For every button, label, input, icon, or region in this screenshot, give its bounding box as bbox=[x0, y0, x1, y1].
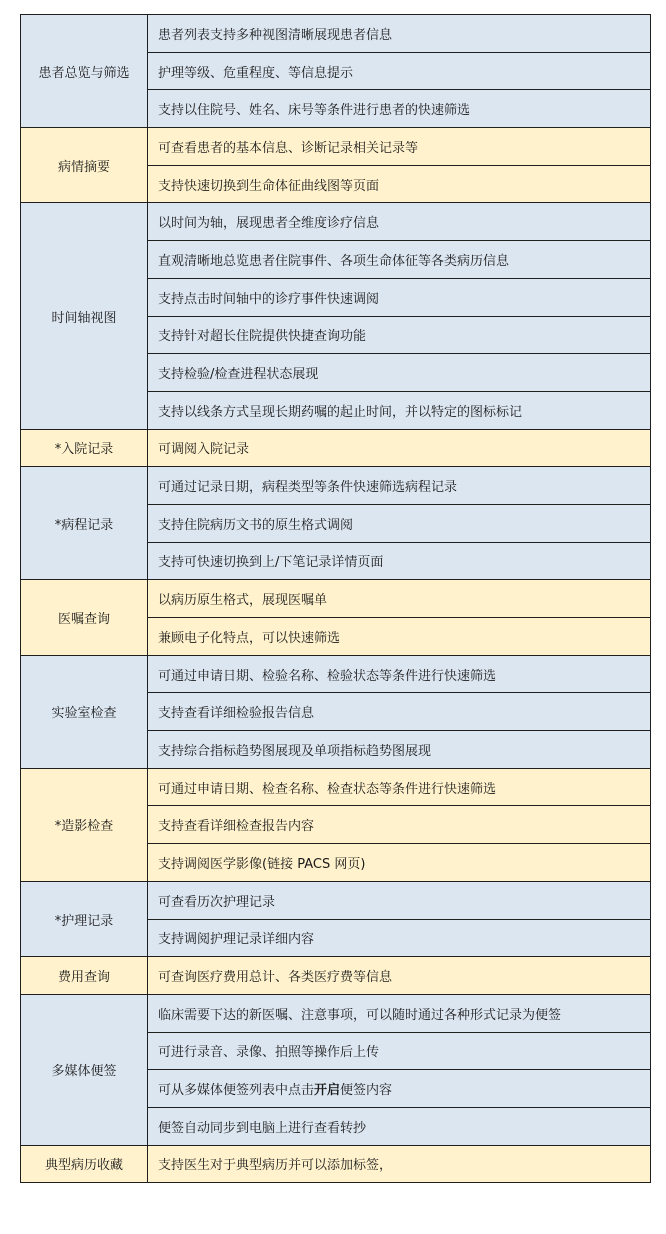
feature-cell: 可通过申请日期、检查名称、检查状态等条件进行快速筛选 bbox=[148, 768, 651, 806]
table-row bbox=[21, 429, 651, 467]
feature-cell: 支持以住院号、姓名、床号等条件进行患者的快速筛选 bbox=[148, 90, 651, 128]
feature-cell: 便签自动同步到电脑上进行查看转抄 bbox=[148, 1107, 651, 1145]
emphasis-text: 开启 bbox=[314, 1083, 341, 1099]
feature-cell: 可进行录音、录像、拍照等操作后上传 bbox=[148, 1032, 651, 1070]
feature-cell: 支持查看详细检验报告信息 bbox=[148, 693, 651, 731]
feature-cell: 支持以线条方式呈现长期药嘱的起止时间，并以特定的图标标记 bbox=[148, 391, 651, 429]
feature-cell: 支持可快速切换到上/下笔记录详情页面 bbox=[148, 542, 651, 580]
feature-cell: 支持综合指标趋势图展现及单项指标趋势图展现 bbox=[148, 731, 651, 769]
table-row bbox=[21, 1145, 651, 1183]
feature-cell: 支持调阅医学影像(链接 PACS 网页) bbox=[148, 844, 651, 882]
category-cell: 时间轴视图 bbox=[21, 203, 148, 429]
feature-cell: 可查询医疗费用总计、各类医疗费等信息 bbox=[148, 957, 651, 995]
feature-cell: 支持住院病历文书的原生格式调阅 bbox=[148, 504, 651, 542]
table-row bbox=[21, 655, 651, 693]
feature-table-body bbox=[21, 15, 651, 1183]
table-row bbox=[21, 957, 651, 995]
feature-cell: 可从多媒体便签列表中点击开启便签内容 bbox=[148, 1070, 651, 1108]
table-row bbox=[21, 15, 651, 53]
category-cell: 典型病历收藏 bbox=[21, 1145, 148, 1183]
category-cell: 费用查询 bbox=[21, 957, 148, 995]
feature-cell: 兼顾电子化特点，可以快速筛选 bbox=[148, 618, 651, 656]
table-row bbox=[21, 994, 651, 1032]
feature-cell: 可查看患者的基本信息、诊断记录相关记录等 bbox=[148, 128, 651, 166]
feature-cell: 可调阅入院记录 bbox=[148, 429, 651, 467]
category-cell: 病情摘要 bbox=[21, 128, 148, 203]
category-cell: *病程记录 bbox=[21, 467, 148, 580]
feature-cell: 直观清晰地总览患者住院事件、各项生命体征等各类病历信息 bbox=[148, 241, 651, 279]
feature-cell: 支持查看详细检查报告内容 bbox=[148, 806, 651, 844]
table-row bbox=[21, 768, 651, 806]
table-row bbox=[21, 128, 651, 166]
category-cell: 实验室检查 bbox=[21, 655, 148, 768]
feature-table bbox=[20, 14, 651, 1183]
feature-cell: 临床需要下达的新医嘱、注意事项，可以随时通过各种形式记录为便签 bbox=[148, 994, 651, 1032]
category-cell: 医嘱查询 bbox=[21, 580, 148, 655]
feature-cell: 支持点击时间轴中的诊疗事件快速调阅 bbox=[148, 278, 651, 316]
table-row bbox=[21, 467, 651, 505]
category-cell: *入院记录 bbox=[21, 429, 148, 467]
feature-cell: 可通过记录日期，病程类型等条件快速筛选病程记录 bbox=[148, 467, 651, 505]
feature-cell: 护理等级、危重程度、等信息提示 bbox=[148, 52, 651, 90]
feature-cell: 可通过申请日期、检验名称、检验状态等条件进行快速筛选 bbox=[148, 655, 651, 693]
feature-cell: 以病历原生格式，展现医嘱单 bbox=[148, 580, 651, 618]
feature-cell: 以时间为轴，展现患者全维度诊疗信息 bbox=[148, 203, 651, 241]
feature-cell: 支持针对超长住院提供快捷查询功能 bbox=[148, 316, 651, 354]
category-cell: 多媒体便签 bbox=[21, 994, 148, 1145]
feature-cell: 支持医生对于典型病历并可以添加标签， bbox=[148, 1145, 651, 1183]
category-cell: *护理记录 bbox=[21, 881, 148, 956]
feature-cell: 患者列表支持多种视图清晰展现患者信息 bbox=[148, 15, 651, 53]
feature-cell: 可查看历次护理记录 bbox=[148, 881, 651, 919]
category-cell: 患者总览与筛选 bbox=[21, 15, 148, 128]
category-cell: *造影检查 bbox=[21, 768, 148, 881]
feature-cell: 支持调阅护理记录详细内容 bbox=[148, 919, 651, 957]
table-row bbox=[21, 580, 651, 618]
table-row bbox=[21, 203, 651, 241]
feature-cell: 支持快速切换到生命体征曲线图等页面 bbox=[148, 165, 651, 203]
feature-cell: 支持检验/检查进程状态展现 bbox=[148, 354, 651, 392]
table-row bbox=[21, 881, 651, 919]
